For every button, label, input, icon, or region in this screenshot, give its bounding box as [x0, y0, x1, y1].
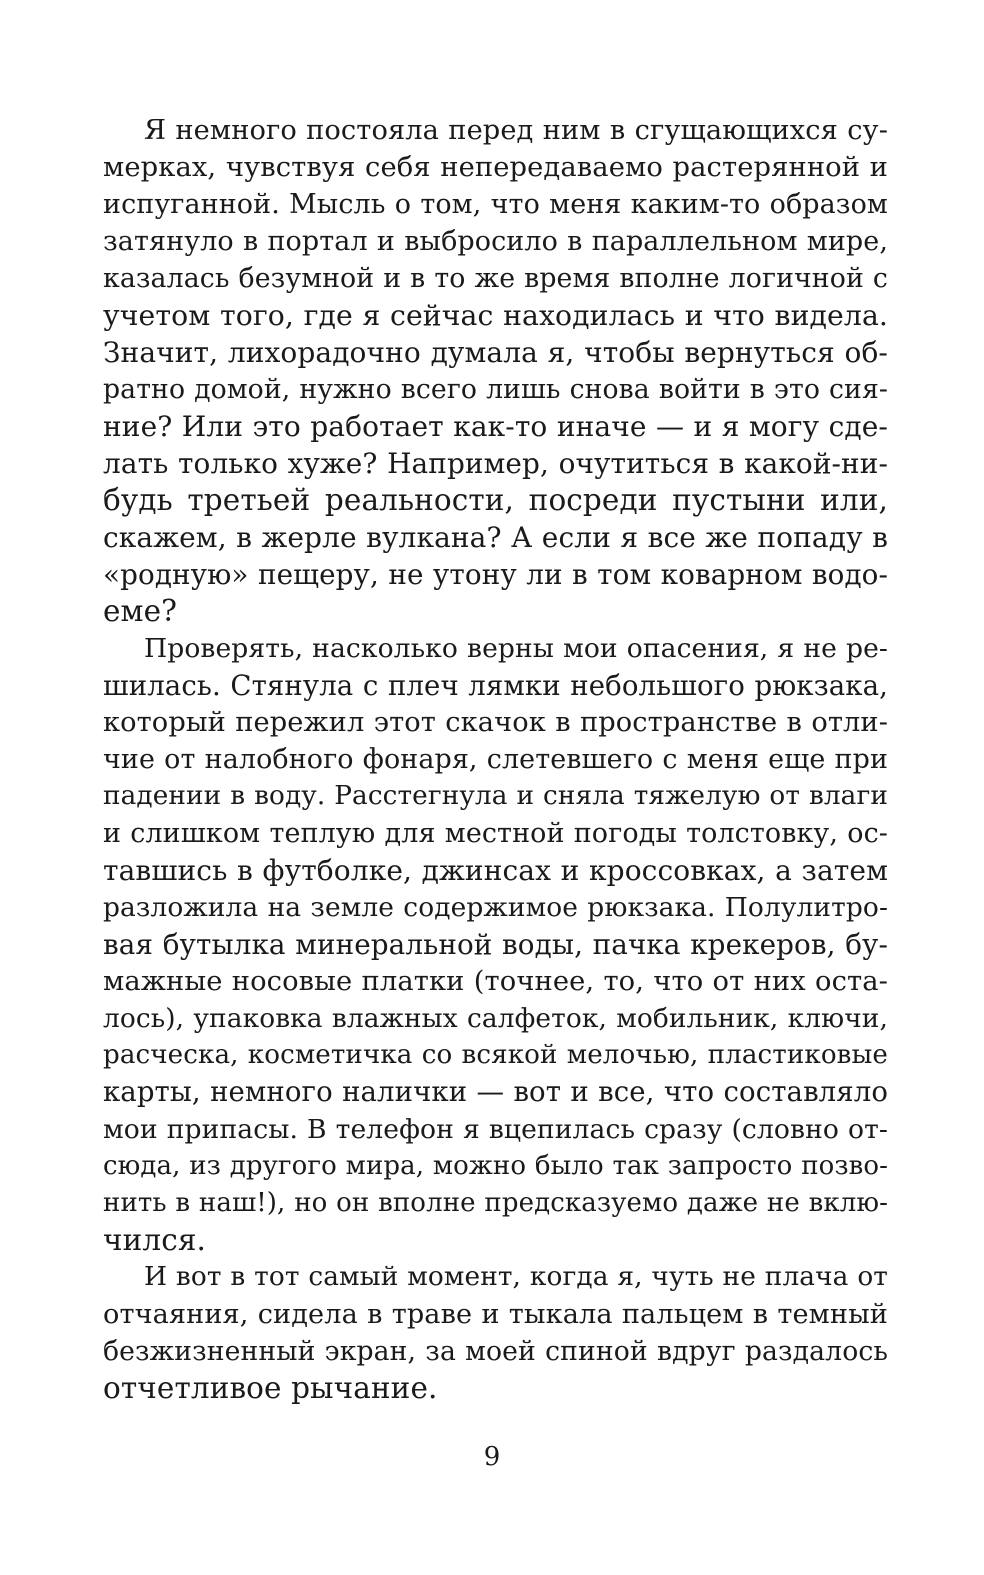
text-line: Значит, лихорадочно думала я, чтобы вернуться об-: [103, 336, 888, 369]
text-line: отчетливое рычание.: [103, 1371, 438, 1405]
text-line: скажем, в жерле вулкана? А если я все же попаду в: [103, 521, 888, 554]
text-line: лать только хуже? Например, очутиться в какой-ни-: [103, 447, 888, 480]
text-line: Проверять, насколько верны мои опасения, я не ре-: [144, 633, 888, 664]
text-line: Я немного постояла перед ним в сгущающихся су-: [144, 115, 888, 146]
page-number: 9: [483, 1442, 501, 1472]
text-line: будь третьей реальности, посреди пустыни или,: [103, 483, 888, 517]
text-line: и слишком теплую для местной погоды толстовку, ос-: [103, 818, 888, 849]
text-line: безжизненный экран, за моей спиной вдруг раздалось: [103, 1336, 888, 1367]
text-line: затянуло в портал и выбросило в параллельном мире,: [103, 226, 888, 257]
text-line: отчаяния, сидела в траве и тыкала пальцем в темный: [103, 1299, 888, 1330]
text-line: казалась безумной и в то же время вполне логичной с: [103, 263, 888, 294]
body-text: [103, 112, 888, 1407]
text-line: вая бутылка минеральной воды, пачка крекеров, бу-: [103, 928, 888, 961]
text-line: И вот в тот самый момент, когда я, чуть не плача от: [144, 1262, 888, 1292]
text-line: падении в воду. Расстегнула и сняла тяжелую от влаги: [103, 781, 888, 811]
text-line: мерках, чувствуя себя непередаваемо растерянной и: [103, 152, 888, 183]
text-line: мажные носовые платки (точнее, то, что от них оста-: [103, 966, 888, 997]
text-line: мои припасы. В телефон я вцепилась сразу (словно от-: [103, 1114, 888, 1145]
text-line: испуганной. Мысль о том, что меня каким-то образом: [103, 189, 888, 220]
text-line: шилась. Стянула с плеч лямки небольшого рюкзака,: [103, 669, 888, 702]
text-line: нить в наш!), но он вполне предсказуемо даже не вклю-: [103, 1188, 888, 1218]
text-line: сюда, из другого мира, можно было так запросто позво-: [103, 1151, 888, 1181]
text-line: который пережил этот скачок в пространстве в отли-: [103, 707, 888, 738]
text-line: карты, немного налички — вот и все, что составляло: [103, 1076, 888, 1108]
text-line: лось), упаковка влажных салфеток, мобильник, ключи,: [103, 1003, 888, 1034]
text-line: ние? Или это работает как-то иначе — и я могу сде-: [103, 410, 888, 443]
text-line: чился.: [103, 1223, 207, 1257]
text-line: еме?: [103, 594, 178, 628]
text-line: «родную» пещеру, не утону ли в том коварном водо-: [103, 558, 888, 591]
text-line: учетом того, где я сейчас находилась и что видела.: [103, 299, 888, 332]
text-line: чие от налобного фонаря, слетевшего с меня еще при: [103, 744, 888, 775]
text-line: тавшись в футболке, джинсах и кроссовках, а затем: [103, 854, 888, 887]
text-line: расческа, косметичка со всякой мелочью, пластиковые: [103, 1040, 888, 1070]
text-line: разложила на земле содержимое рюкзака. Полулитро-: [103, 892, 888, 923]
text-line: ратно домой, нужно всего лишь снова войти в это сия-: [103, 374, 888, 405]
